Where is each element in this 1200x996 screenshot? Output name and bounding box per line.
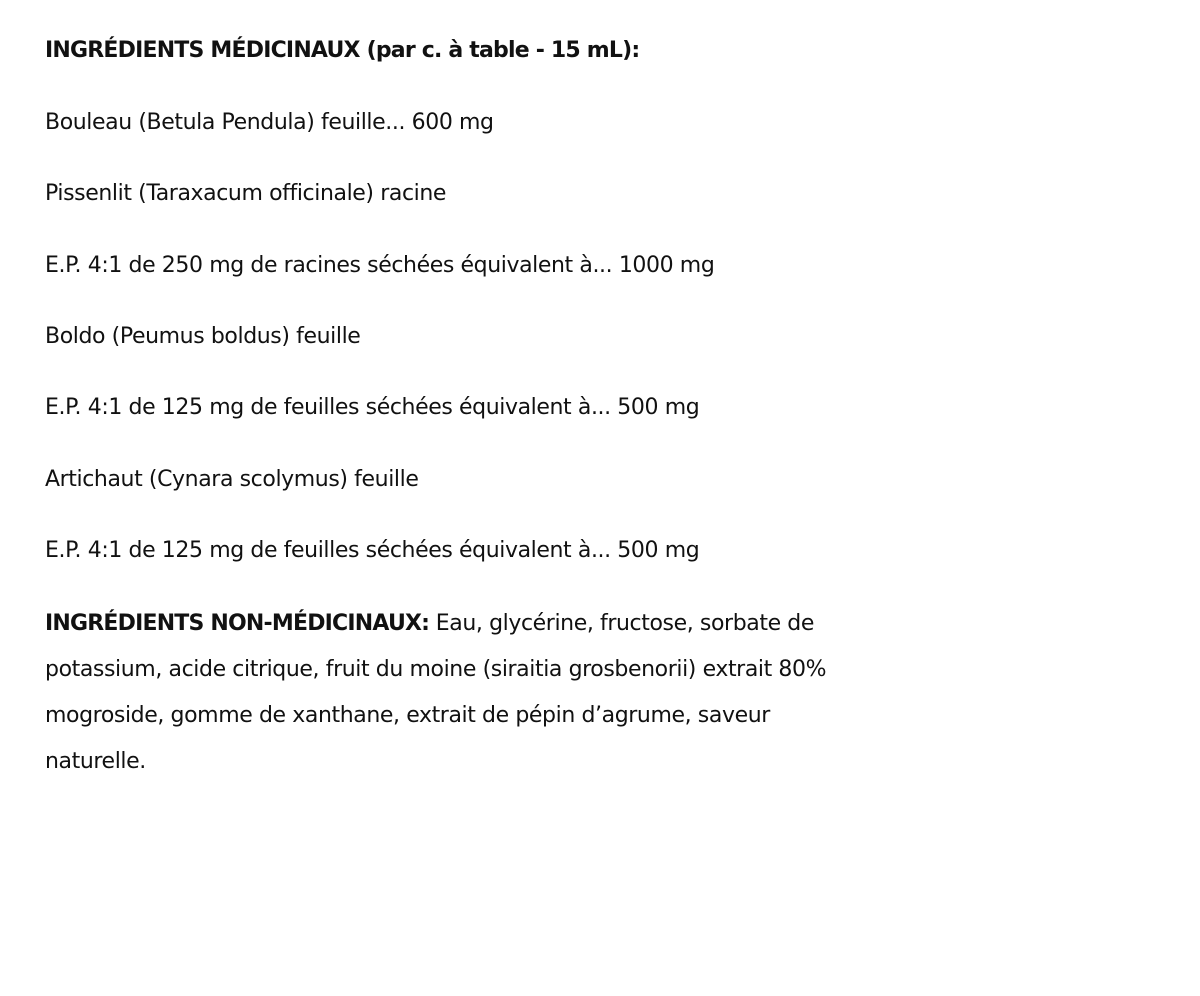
ingredient-line: Boldo (Peumus boldus) feuille — [45, 324, 361, 349]
ingredient-line: E.P. 4:1 de 250 mg de racines séchées équivalent à... 1000 mg — [45, 253, 715, 278]
non-medicinal-ingredients-text: Eau, glycérine, fructose, sorbate de potassium, acide citrique, fruit du moine (siraitia grosbenorii) extrait 80% mogroside, gomme de xanthane, extrait de pépin d’agrume, saveur naturelle. — [45, 611, 827, 774]
ingredient-line: Pissenlit (Taraxacum officinale) racine — [45, 181, 447, 206]
ingredient-line: Bouleau (Betula Pendula) feuille... 600 mg — [45, 110, 494, 135]
ingredient-line: E.P. 4:1 de 125 mg de feuilles séchées équivalent à... 500 mg — [45, 395, 700, 420]
medicinal-ingredients-heading: INGRÉDIENTS MÉDICINAUX (par c. à table - 15 mL): — [45, 38, 640, 63]
non-medicinal-ingredients-label: INGRÉDIENTS NON-MÉDICINAUX: — [45, 611, 430, 636]
ingredient-line: E.P. 4:1 de 125 mg de feuilles séchées équivalent à... 500 mg — [45, 538, 700, 563]
non-medicinal-ingredients-paragraph — [45, 601, 875, 785]
ingredient-line: Artichaut (Cynara scolymus) feuille — [45, 467, 419, 492]
